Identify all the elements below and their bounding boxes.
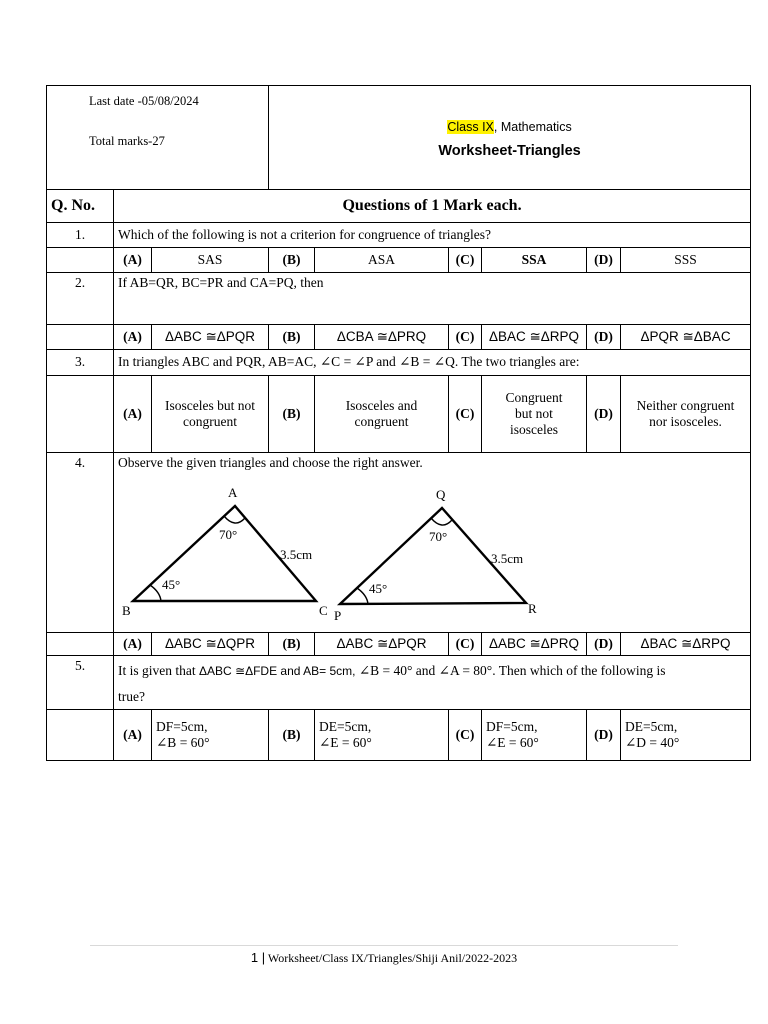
header-title-block [269,86,751,190]
angle-b-value: 45° [162,577,181,593]
angle-b-arc [150,585,161,601]
q2-option-b: ΔCBA ≅ΔPRQ [315,325,449,350]
q3-option-b-label: (B) [269,376,315,453]
q1-option-b-label: (B) [269,248,315,273]
angle-q-value: 70° [429,529,448,545]
angle-p-value: 45° [369,581,388,597]
q4-text: Observe the given triangles and choose the right answer. [118,455,423,470]
q2-text: If AB=QR, BC=PR and CA=PQ, then [114,273,751,325]
q5-text: It is given that ΔABC ≅ΔFDE and AB= 5cm, ∠B = 40° and ∠A = 80°. Then which of the following is true? [114,656,751,710]
section-title: Questions of 1 Mark each. [114,190,751,223]
q5-option-b: DE=5cm, ∠E = 60° [315,710,449,761]
q2-option-b-label: (B) [269,325,315,350]
q2-options [47,325,751,350]
q4-option-a-label: (A) [114,633,152,656]
side-qr-length: 3.5cm [491,551,524,567]
q1-option-c: SSA [482,248,587,273]
q1-option-a: SAS [152,248,269,273]
q2-option-d-label: (D) [587,325,621,350]
q2-option-d: ΔPQR ≅ΔBAC [621,325,751,350]
q1-options [47,248,751,273]
class-label: Class IX [447,120,494,135]
q4-body [114,453,751,633]
q4-number: 4. [47,453,114,633]
qno-header: Q. No. [47,190,114,223]
label-r: R [528,601,537,617]
last-date: Last date -05/08/2024 [89,94,199,108]
q5-option-d: DE=5cm, ∠D = 40° [621,710,751,761]
q4-options [47,633,751,656]
q3-option-a: Isosceles but not congruent [152,376,269,453]
q1-option-d-label: (D) [587,248,621,273]
q2-option-c-label: (C) [449,325,482,350]
q3-option-d-label: (D) [587,376,621,453]
worksheet-title: Worksheet-Triangles [438,143,581,160]
q4-option-d-label: (D) [587,633,621,656]
q1-option-a-label: (A) [114,248,152,273]
side-ac-length: 3.5cm [280,547,313,563]
q3-options [47,376,751,453]
q4-option-b: ΔABC ≅ΔPQR [315,633,449,656]
q2-option-a: ΔABC ≅ΔPQR [152,325,269,350]
label-a: A [228,485,238,501]
angle-p-arc [357,588,368,604]
q5-option-d-label: (D) [587,710,621,761]
q4-option-c: ΔABC ≅ΔPRQ [482,633,587,656]
q5-option-c-label: (C) [449,710,482,761]
q1-text: Which of the following is not a criterion for congruence of triangles? [114,223,751,248]
q3-option-c: Congruent but not isosceles [482,376,587,453]
footer-text: Worksheet/Class IX/Triangles/Shiji Anil/2022-2023 [267,951,518,965]
q1-option-b: ASA [315,248,449,273]
q3-text: In triangles ABC and PQR, AB=AC, ∠C = ∠P and ∠B = ∠Q. The two triangles are: [114,350,751,376]
label-p: P [334,608,342,624]
angle-q-arc [431,518,452,525]
q3-option-a-label: (A) [114,376,152,453]
q2-option-a-label: (A) [114,325,152,350]
label-b: B [122,603,131,619]
q3-option-d: Neither congruent nor isosceles. [621,376,751,453]
q5-option-a-label: (A) [114,710,152,761]
q1-option-d: SSS [621,248,751,273]
q5-option-b-label: (B) [269,710,315,761]
q3-option-b: Isosceles and congruent [315,376,449,453]
label-c: C [319,603,328,619]
label-q: Q [436,487,446,503]
subject-label: , Mathematics [493,120,572,135]
page-number: 1 | [250,950,266,965]
page-footer [90,945,678,966]
total-marks: Total marks-27 [89,134,165,148]
q4-option-c-label: (C) [449,633,482,656]
q1-option-c-label: (C) [449,248,482,273]
triangles-figure [118,471,558,629]
q5-options [47,710,751,761]
q3-number: 3. [47,350,114,376]
q3-option-c-label: (C) [449,376,482,453]
q5-option-a: DF=5cm, ∠B = 60° [152,710,269,761]
worksheet-table [46,85,751,761]
angle-a-value: 70° [219,527,238,543]
angle-a-arc [224,516,245,523]
q4-option-b-label: (B) [269,633,315,656]
q2-number: 2. [47,273,114,325]
q2-option-c: ΔBAC ≅ΔRPQ [482,325,587,350]
q4-option-a: ΔABC ≅ΔQPR [152,633,269,656]
header-info [47,86,269,190]
q4-option-d: ΔBAC ≅ΔRPQ [621,633,751,656]
q1-number: 1. [47,223,114,248]
q5-option-c: DF=5cm, ∠E = 60° [482,710,587,761]
q5-number: 5. [47,656,114,710]
